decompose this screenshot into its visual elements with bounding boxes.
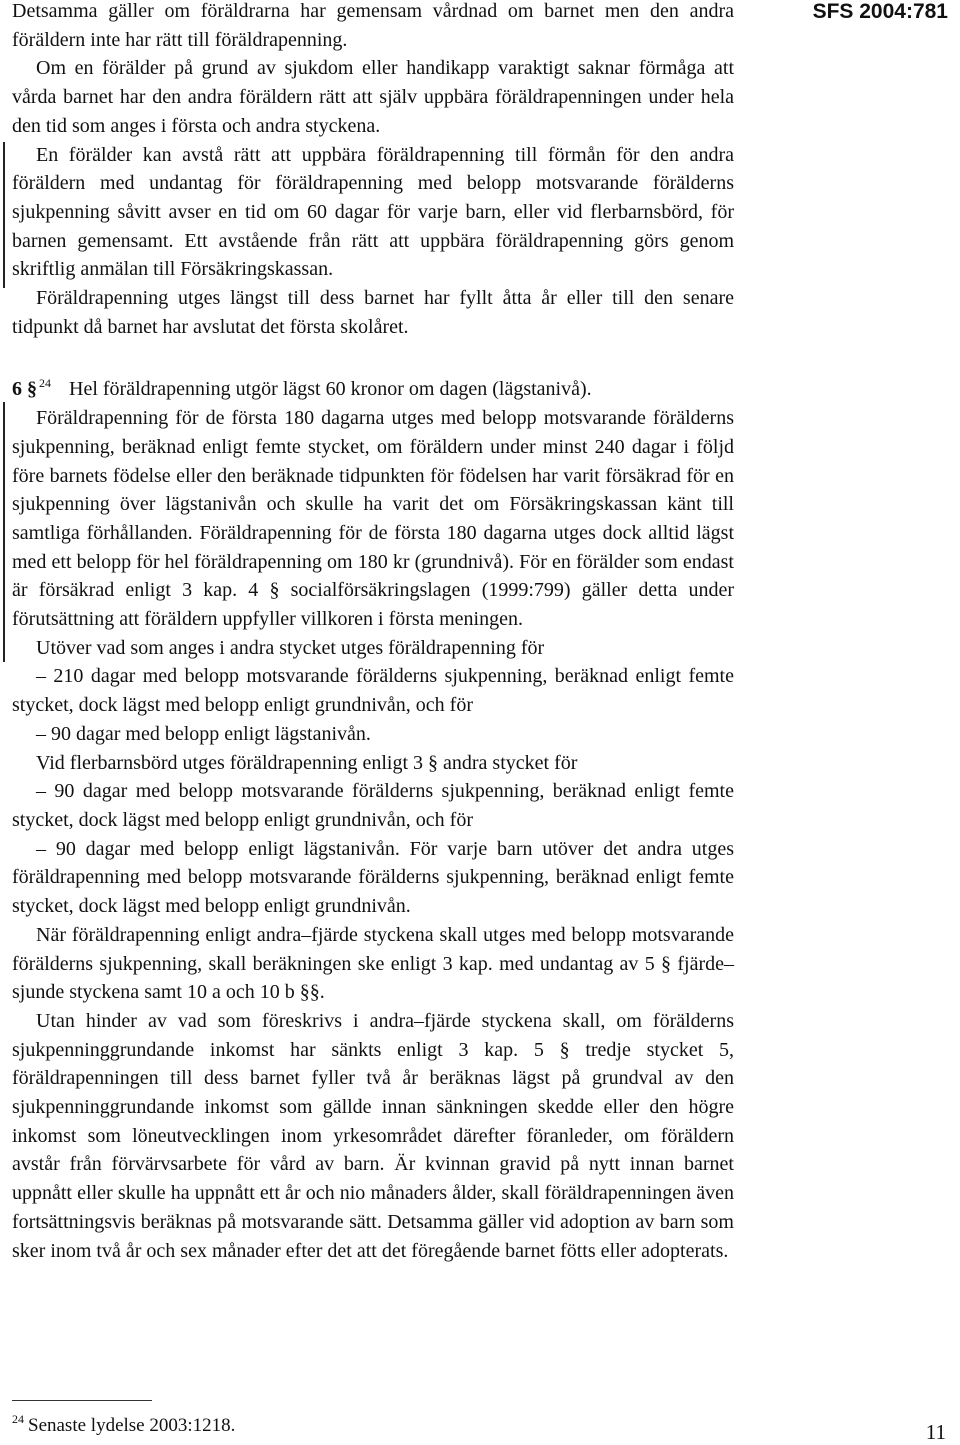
footnote-text: Senaste lydelse 2003:1218. [28, 1415, 236, 1436]
list-item: – 90 dagar med belopp motsvarande förälderns sjukpenning, beräknad enligt femte stycket, dock lägst med belopp enligt grundnivån, och för [12, 780, 734, 831]
list-item: – 90 dagar med belopp enligt lägstanivån. [36, 722, 371, 745]
footnote-divider [12, 1400, 152, 1401]
paragraph: En förälder kan avstå rätt att uppbära föräldrapenning till förmån för den andra föräldern med undantag för föräldrapenning med belopp motsvarande förälderns sjukpenning såvitt avser en tid om 60 dagar för varje barn, eller vid flerbarnsbörd, för barnen gemensamt. Ett avstående från rätt att uppbära föräldrapenning görs genom skriftlig anmälan till Försäkringskassan. [12, 143, 734, 281]
list-item: – 90 dagar med belopp enligt lägstanivån. För varje barn utöver det andra utges föräldrapenning med belopp motsvarande förälderns sjukpenning, beräknad enligt femte stycket, dock lägst med belopp enligt grundnivån. [12, 837, 734, 918]
section-spacer [12, 341, 734, 369]
change-bar [3, 402, 5, 662]
footnote-ref: 24 [39, 376, 51, 391]
section-heading [12, 369, 734, 404]
paragraph: Utan hinder av vad som föreskrivs i andra–fjärde styckena skall, om förälderns sjukpenninggrundande inkomst har sänkts enligt 3 kap. 5 § tredje stycket 5, föräldrapenningen till dess barnet fyller två år beräknas lägst på grundval av den sjukpenninggrundande inkomst som gällde innan sänkningen skedde eller den högre inkomst som löneutvecklingen inom yrkesområdet därefter föranleder, om föräldern avstår från förvärvsarbete för vård av barn. Är kvinnan gravid på nytt innan barnet uppnått eller skulle ha uppnått ett år och nio månaders ålder, skall föräldrapenningen även fortsättningsvis beräknas på motsvarande sätt. Detsamma gäller vid adoption av barn som sker inom två år och sex månader efter det att det föregående barnet fötts eller adopterats. [12, 1009, 734, 1262]
paragraph: Föräldrapenning utges längst till dess barnet har fyllt åtta år eller till den senare tidpunkt då barnet har avslutat det första skolåret. [12, 287, 734, 338]
paragraph: Vid flerbarnsbörd utges föräldrapenning enligt 3 § andra stycket för [36, 751, 578, 774]
paragraph: Detsamma gäller om föräldrarna har gemensam vårdnad om barnet men den andra föräldern inte har rätt till föräldrapenning. [12, 0, 734, 51]
change-bar [3, 142, 5, 288]
footnote [12, 1412, 235, 1437]
section-number: 6 § [12, 378, 37, 401]
section-lead: Hel föräldrapenning utgör lägst 60 kronor om dagen (lägstanivå). [69, 378, 592, 401]
body-text [12, 0, 734, 1265]
footnote-mark: 24 [12, 1412, 24, 1426]
sfs-number: SFS 2004:781 [812, 0, 948, 23]
paragraph: Föräldrapenning för de första 180 dagarna utges med belopp motsvarande förälderns sjukpenning, beräknad enligt femte stycket, om föräldern under minst 240 dagar i följd före barnets födelse eller den beräknade tidpunkten för födelsen har varit försäkrad för en sjukpenning över lägstanivån och skulle ha varit det om Försäkringskassan känt till samtliga förhållanden. Föräldrapenning för de första 180 dagarna utges dock alltid lägst med ett belopp för hel föräldrapenning om 180 kr (grundnivå). För en förälder som endast är försäkrad enligt 3 kap. 4 § socialförsäkringslagen (1999:799) gäller detta under förutsättning att föräldern uppfyller villkoren i första meningen. [12, 407, 734, 631]
paragraph: Utöver vad som anges i andra stycket utges föräldrapenning för [36, 636, 545, 659]
list-item: – 210 dagar med belopp motsvarande förälderns sjukpenning, beräknad enligt femte stycket, dock lägst med belopp enligt grundnivån, och för [12, 665, 734, 717]
paragraph: När föräldrapenning enligt andra–fjärde styckena skall utges med belopp motsvarande förälderns sjukpenning, skall beräkningen ske enligt 3 kap. med undantag av 5 § fjärde–sjunde styckena samt 10 a och 10 b §§. [12, 923, 734, 1004]
page-number: 11 [925, 1420, 946, 1444]
paragraph: Om en förälder på grund av sjukdom eller handikapp varaktigt saknar förmåga att vårda barnet har den andra föräldern rätt att själv uppbära föräldrapenningen under hela den tid som anges i första och andra styckena. [12, 57, 734, 137]
